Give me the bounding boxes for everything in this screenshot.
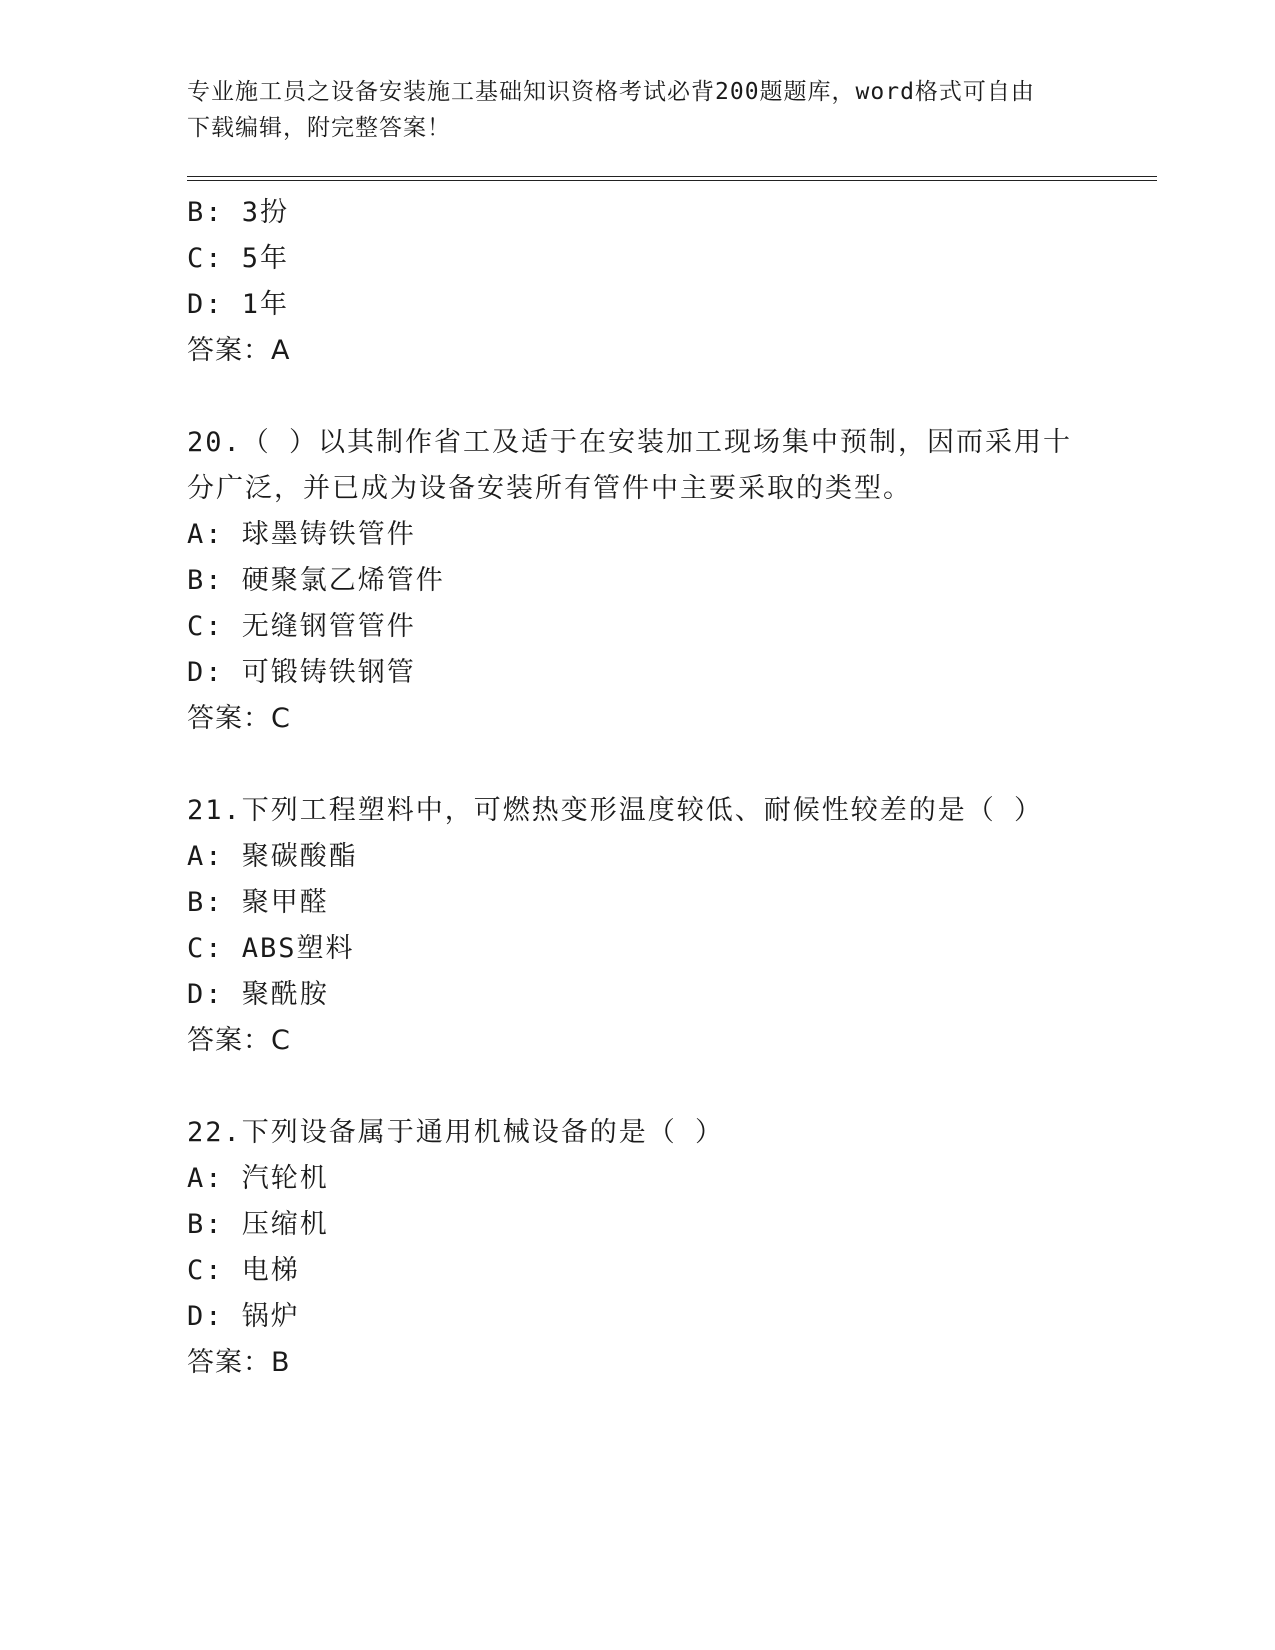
question-stem-line-1: 21.下列工程塑料中，可燃热变形温度较低、耐候性较差的是（ ） bbox=[187, 795, 1044, 826]
option-d: D: 聚酰胺 bbox=[187, 979, 329, 1010]
question-stem-line-2: 分广泛，并已成为设备安装所有管件中主要采取的类型。 bbox=[187, 473, 912, 504]
option-d: D: 1年 bbox=[187, 289, 290, 320]
option-c: C: 5年 bbox=[187, 243, 290, 274]
option-b: B: 聚甲醛 bbox=[187, 887, 329, 918]
option-d: D: 可锻铸铁钢管 bbox=[187, 657, 416, 688]
option-c: C: 无缝钢管管件 bbox=[187, 611, 416, 642]
option-b: B: 硬聚氯乙烯管件 bbox=[187, 565, 445, 596]
answer: 答案：A bbox=[187, 335, 291, 366]
answer: 答案：C bbox=[187, 1025, 291, 1056]
option-c: C: 电梯 bbox=[187, 1255, 300, 1286]
option-a: A: 球墨铸铁管件 bbox=[187, 519, 416, 550]
question-partial bbox=[187, 190, 1087, 374]
question-stem-line-1: 22.下列设备属于通用机械设备的是（ ） bbox=[187, 1117, 725, 1148]
answer: 答案：B bbox=[187, 1347, 291, 1378]
header-divider bbox=[187, 176, 1157, 181]
answer: 答案：C bbox=[187, 703, 291, 734]
question-22 bbox=[187, 1110, 1087, 1386]
header-title-line-2: 下载编辑，附完整答案！ bbox=[187, 115, 451, 141]
document-header bbox=[187, 74, 1087, 146]
question-20 bbox=[187, 420, 1087, 742]
header-title-line-1: 专业施工员之设备安装施工基础知识资格考试必背200题题库，word格式可自由 bbox=[187, 79, 1035, 105]
option-b: B: 3扮 bbox=[187, 197, 290, 228]
question-21 bbox=[187, 788, 1087, 1064]
option-d: D: 锅炉 bbox=[187, 1301, 300, 1332]
option-b: B: 压缩机 bbox=[187, 1209, 329, 1240]
option-a: A: 汽轮机 bbox=[187, 1163, 329, 1194]
option-c: C: ABS塑料 bbox=[187, 933, 355, 964]
document-body bbox=[187, 190, 1087, 1386]
question-stem-line-1: 20.（ ）以其制作省工及适于在安装加工现场集中预制，因而采用十 bbox=[187, 427, 1073, 458]
option-a: A: 聚碳酸酯 bbox=[187, 841, 358, 872]
